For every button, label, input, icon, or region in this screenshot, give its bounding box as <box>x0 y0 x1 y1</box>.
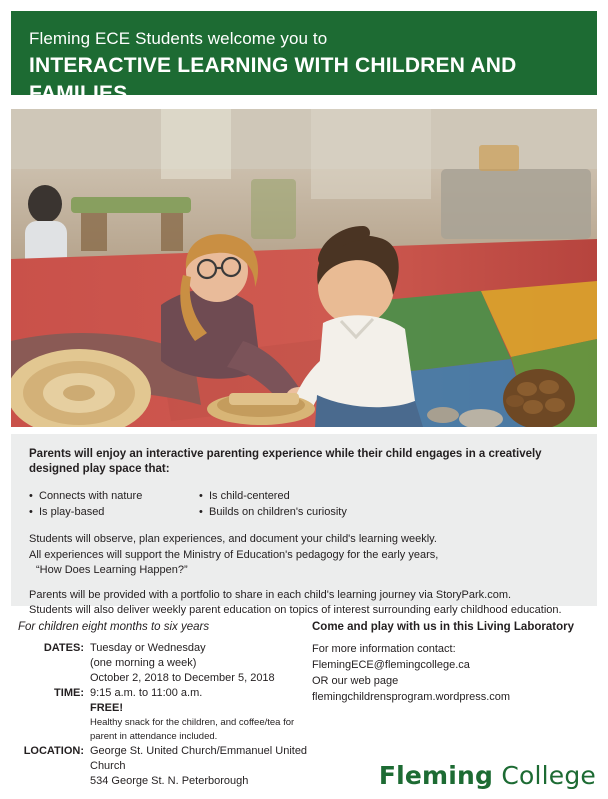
detail-value <box>90 641 308 686</box>
bullet-item: • Connects with nature <box>29 488 199 504</box>
info-block <box>11 434 597 616</box>
detail-label <box>18 701 90 744</box>
detail-row-location <box>18 744 308 789</box>
dates-value: Tuesday or Wednesday <box>90 642 206 654</box>
program-details <box>18 641 308 789</box>
poster-header <box>11 11 597 105</box>
detail-value <box>90 744 308 789</box>
portfolio-paragraph <box>29 588 581 619</box>
detail-label: TIME: <box>54 687 84 699</box>
contact-website[interactable]: flemingchildrensprogram.wordpress.com <box>312 691 511 703</box>
bullet-item: • Is child-centered <box>199 488 519 504</box>
detail-label: DATES: <box>43 642 84 654</box>
benefit-bullets <box>29 488 581 520</box>
detail-row-cost <box>18 701 308 744</box>
description-line: All experiences will support the Ministry of Education's pedagogy for the early years, <box>29 548 439 561</box>
description-line: “How Does Learning Happen?” <box>36 564 188 576</box>
contact-info <box>312 641 592 705</box>
location-address: 534 George St. N. Peterborough <box>90 775 249 787</box>
detail-label: LOCATION: <box>23 745 84 757</box>
bullet-item: • Is play-based <box>29 504 199 520</box>
description-line: Parents will be provided with a portfolio to share in each child's learning journey via StoryPark.com. <box>29 588 512 601</box>
detail-value <box>90 701 308 744</box>
program-description-paragraph <box>29 532 581 579</box>
classroom-photo <box>11 109 597 427</box>
logo-word-fleming: Fleming <box>378 761 494 790</box>
detail-value <box>90 686 308 701</box>
age-range-note: For children eight months to six years <box>18 621 210 633</box>
detail-row-dates <box>18 641 308 686</box>
cost-value: FREE! <box>90 702 123 714</box>
logo-word-college: College <box>501 761 596 790</box>
bullets-right-column <box>199 488 519 520</box>
bullets-left-column <box>29 488 199 520</box>
description-line: Students will observe, plan experiences, and document your child's learning weekly. <box>29 533 437 545</box>
classroom-photo-graphic <box>11 109 597 427</box>
living-laboratory-heading: Come and play with us in this Living Laboratory <box>312 621 574 633</box>
dates-range: October 2, 2018 to December 5, 2018 <box>90 672 275 684</box>
snack-note: Healthy snack for the children, and coffee/tea for parent in attendance included. <box>90 717 295 742</box>
location-value: George St. United Church/Emmanuel United Church <box>90 745 308 772</box>
contact-intro: For more information contact: <box>312 643 456 655</box>
fleming-college-logo <box>379 762 596 790</box>
contact-or-label: OR our web page <box>312 675 399 687</box>
contact-email[interactable]: FlemingECE@flemingcollege.ca <box>312 659 470 671</box>
bullet-item: • Builds on children's curiosity <box>199 504 519 520</box>
dates-sub-note: (one morning a week) <box>90 657 197 669</box>
page-title: INTERACTIVE LEARNING WITH CHILDREN AND FAMILIES <box>29 54 517 105</box>
description-line: Students will also deliver weekly parent education on topics of interest surrounding early childhood education. <box>29 604 562 616</box>
detail-row-time <box>18 686 308 701</box>
header-welcome-line: Fleming ECE Students welcome you to <box>29 29 328 48</box>
time-value: 9:15 a.m. to 11:00 a.m. <box>90 687 203 699</box>
info-lead-text: Parents will enjoy an interactive parenting experience while their child engages in a creatively designed play space that: <box>29 448 542 475</box>
